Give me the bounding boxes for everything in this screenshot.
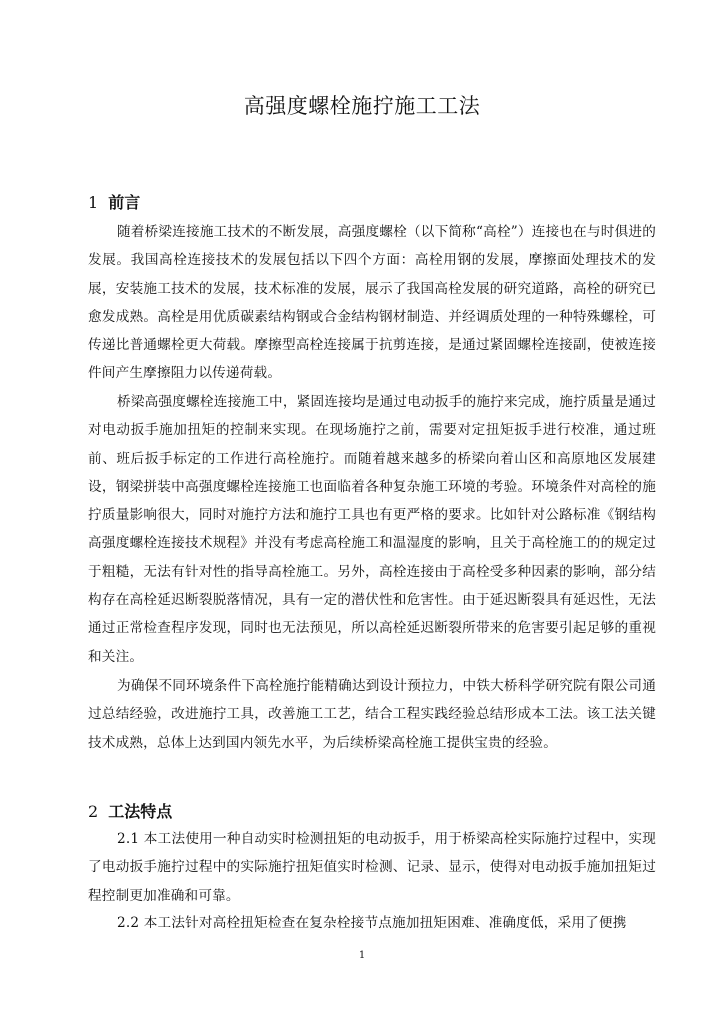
paragraph: 桥梁高强度螺栓连接施工中，紧固连接均是通过电动扳手的施拧来完成，施拧质量是通过对电动扳手施加扭矩的控制来实现。在现场施拧之前，需要对定扭矩扳手进行校准，通过班前、班后扳手标定的工作进行高栓施拧。而随着越来越多的桥梁向着山区和高原地区发展建设，钢梁拼装中高强度螺栓连接施工也面临着各种复杂施工环境的考验。环境条件对高栓的施拧质量影响很大，同时对施拧方法和施拧工具也有更严格的要求。比如针对公路标准《钢结构高强度螺栓连接技术规程》并没有考虑高栓施工和温湿度的影响，且关于高栓施工的的规定过于粗糙，无法有针对性的指导高栓施工。另外，高栓连接由于高栓受多种因素的影响，部分结构存在高栓延迟断裂脱落情况，具有一定的潜伏性和危害性。由于延迟断裂具有延迟性，无法通过正常检查程序发现，同时也无法预见，所以高栓延迟断裂所带来的危害要引起足够的重视和关注。 <box>88 394 656 665</box>
section-heading-2 <box>88 799 172 822</box>
paragraph: 2.1 本工法使用一种自动实时检测扭矩的电动扳手，用于桥梁高栓实际施拧过程中，实现了电动扳手施拧过程中的实际施拧扭矩值实时检测、记录、显示，使得对电动扳手施加扭矩过程控制更加准确和可靠。 <box>88 831 656 904</box>
section-number: 2 <box>88 802 99 821</box>
paragraph: 随着桥梁连接施工技术的不断发展，高强度螺栓（以下简称“高栓”）连接也在与时俱进的发展。我国高栓连接技术的发展包括以下四个方面：高栓用钢的发展，摩擦面处理技术的发展，安装施工技术的发展，技术标准的发展，展示了我国高栓发展的研究道路，高栓的研究已愈发成熟。高栓是用优质碳素结构钢或合金结构钢材制造、并经调质处理的一种特殊螺栓，可传递比普通螺栓更大荷载。摩擦型高栓连接属于抗剪连接，是通过紧固螺栓连接副，使被连接件间产生摩擦阻力以传递荷载。 <box>88 224 656 382</box>
page-number: 1 <box>358 950 366 961</box>
paragraph: 2.2 本工法针对高栓扭矩检查在复杂栓接节点施加扭矩困难、准确度低，采用了便携 <box>117 915 627 931</box>
section-heading-text: 前言 <box>108 193 141 212</box>
section-number: 1 <box>88 193 99 212</box>
section-heading-text: 工法特点 <box>108 802 173 821</box>
section-heading-1 <box>88 190 140 213</box>
paragraph: 为确保不同环境条件下高栓施拧能精确达到设计预拉力，中铁大桥科学研究院有限公司通过总结经验，改进施拧工具，改善施工工艺，结合工程实践经验总结形成本工法。该工法关键技术成熟，总体上达到国内领先水平，为后续桥梁高栓施工提供宝贵的经验。 <box>88 678 656 751</box>
document-title: 高强度螺栓施拧施工工法 <box>243 94 481 118</box>
